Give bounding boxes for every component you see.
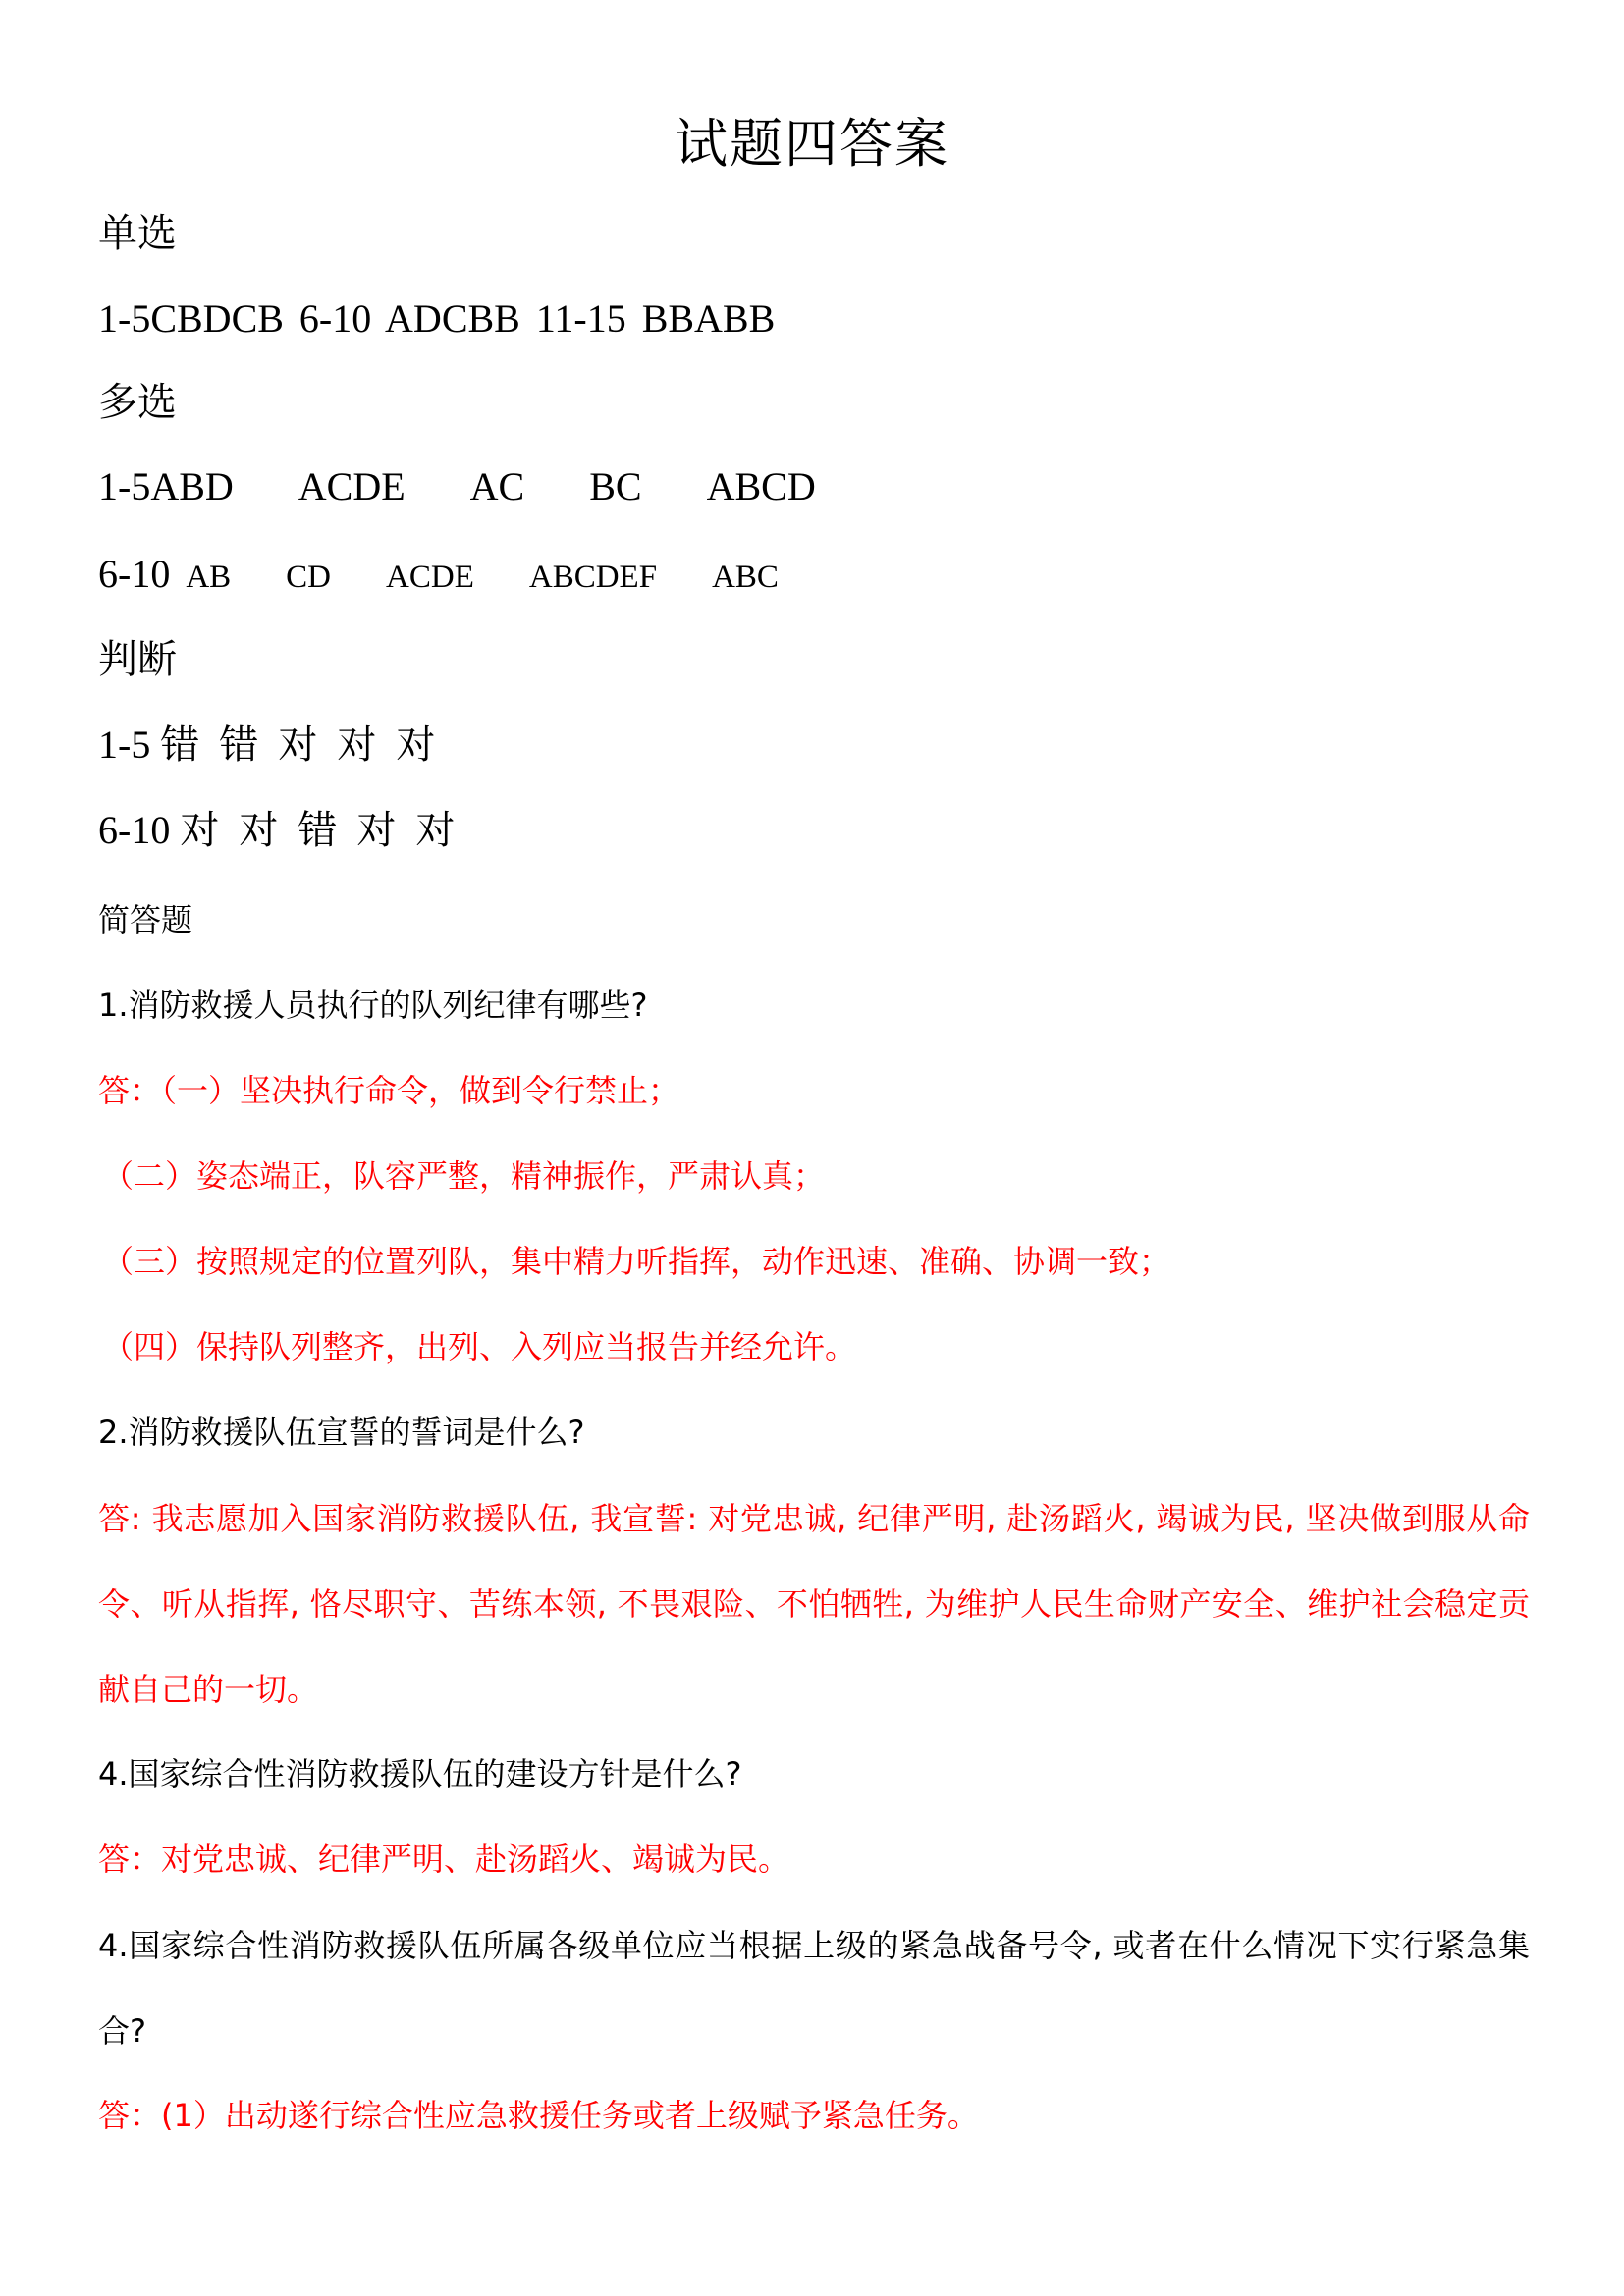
single-choice-heading: 单选: [98, 211, 177, 255]
question-3: 4.国家综合性消防救援队伍的建设方针是什么?: [98, 1755, 742, 1792]
multi-choice-row-2: [98, 547, 779, 605]
multi-choice-heading: 多选: [98, 380, 177, 424]
judgement-row-2: 6-10 对 对 错 对 对: [98, 808, 456, 852]
multi-row-2-item: ACDE: [386, 560, 474, 595]
answer-1-line-2: （二）姿态端正，队容严整，精神振作，严肃认真；: [102, 1157, 826, 1195]
judgement-row-1: 1-5 错 错 对 对 对: [98, 722, 436, 767]
page-title: 试题四答案: [675, 113, 949, 175]
multi-choice-row-1: [98, 459, 816, 514]
multi-row-1-prefix: 1-5ABD: [98, 464, 234, 508]
answer-4: 答：(1）出动遂行综合性应急救援任务或者上级赋予紧急任务。: [98, 2097, 979, 2134]
multi-row-2-item: ABC: [712, 560, 779, 595]
multi-row-1-item: ABCD: [706, 464, 816, 508]
multi-row-2-prefix: 6-10: [98, 552, 171, 596]
multi-row-2-item: AB: [186, 560, 232, 595]
multi-row-1-item: AC: [469, 464, 525, 508]
single-choice-answers: 1-5CBDCB 6-10 ADCBB 11-15 BBABB: [98, 296, 776, 341]
answer-3: 答：对党忠诚、纪律严明、赴汤蹈火、竭诚为民。: [98, 1841, 790, 1878]
short-answer-heading: 简答题: [98, 901, 193, 938]
multi-row-2-item: CD: [286, 560, 332, 595]
answer-1-line-1: 答：（一）坚决执行命令，做到令行禁止；: [98, 1072, 680, 1109]
answer-2: 答: 我志愿加入国家消防救援队伍, 我宣誓: 对党忠诚, 纪律严明, 赴汤蹈火, 竭诚为民, 坚决做到服从命令、听从指挥, 恪尽职守、苦练本领, 不畏艰险、不怕牺牲, 为维护人民生命财产安全、维护社会稳定贡献自己的一切。: [98, 1500, 1530, 1708]
judgement-heading: 判断: [98, 637, 177, 681]
answer-1-line-3: （三）按照规定的位置列队，集中精力听指挥，动作迅速、准确、协调一致；: [102, 1243, 1171, 1280]
question-4: 4.国家综合性消防救援队伍所属各级单位应当根据上级的紧急战备号令, 或者在什么情况下实行紧急集合?: [98, 1927, 1530, 2050]
multi-row-1-item: ACDE: [298, 464, 406, 508]
multi-row-1-item: BC: [589, 464, 642, 508]
answer-1-line-4: （四）保持队列整齐，出列、入列应当报告并经允许。: [102, 1328, 857, 1365]
multi-row-2-item: ABCDEF: [528, 560, 658, 595]
question-2: 2.消防救援队伍宣誓的誓词是什么?: [98, 1414, 585, 1451]
question-1: 1.消防救援人员执行的队列纪律有哪些?: [98, 987, 648, 1024]
